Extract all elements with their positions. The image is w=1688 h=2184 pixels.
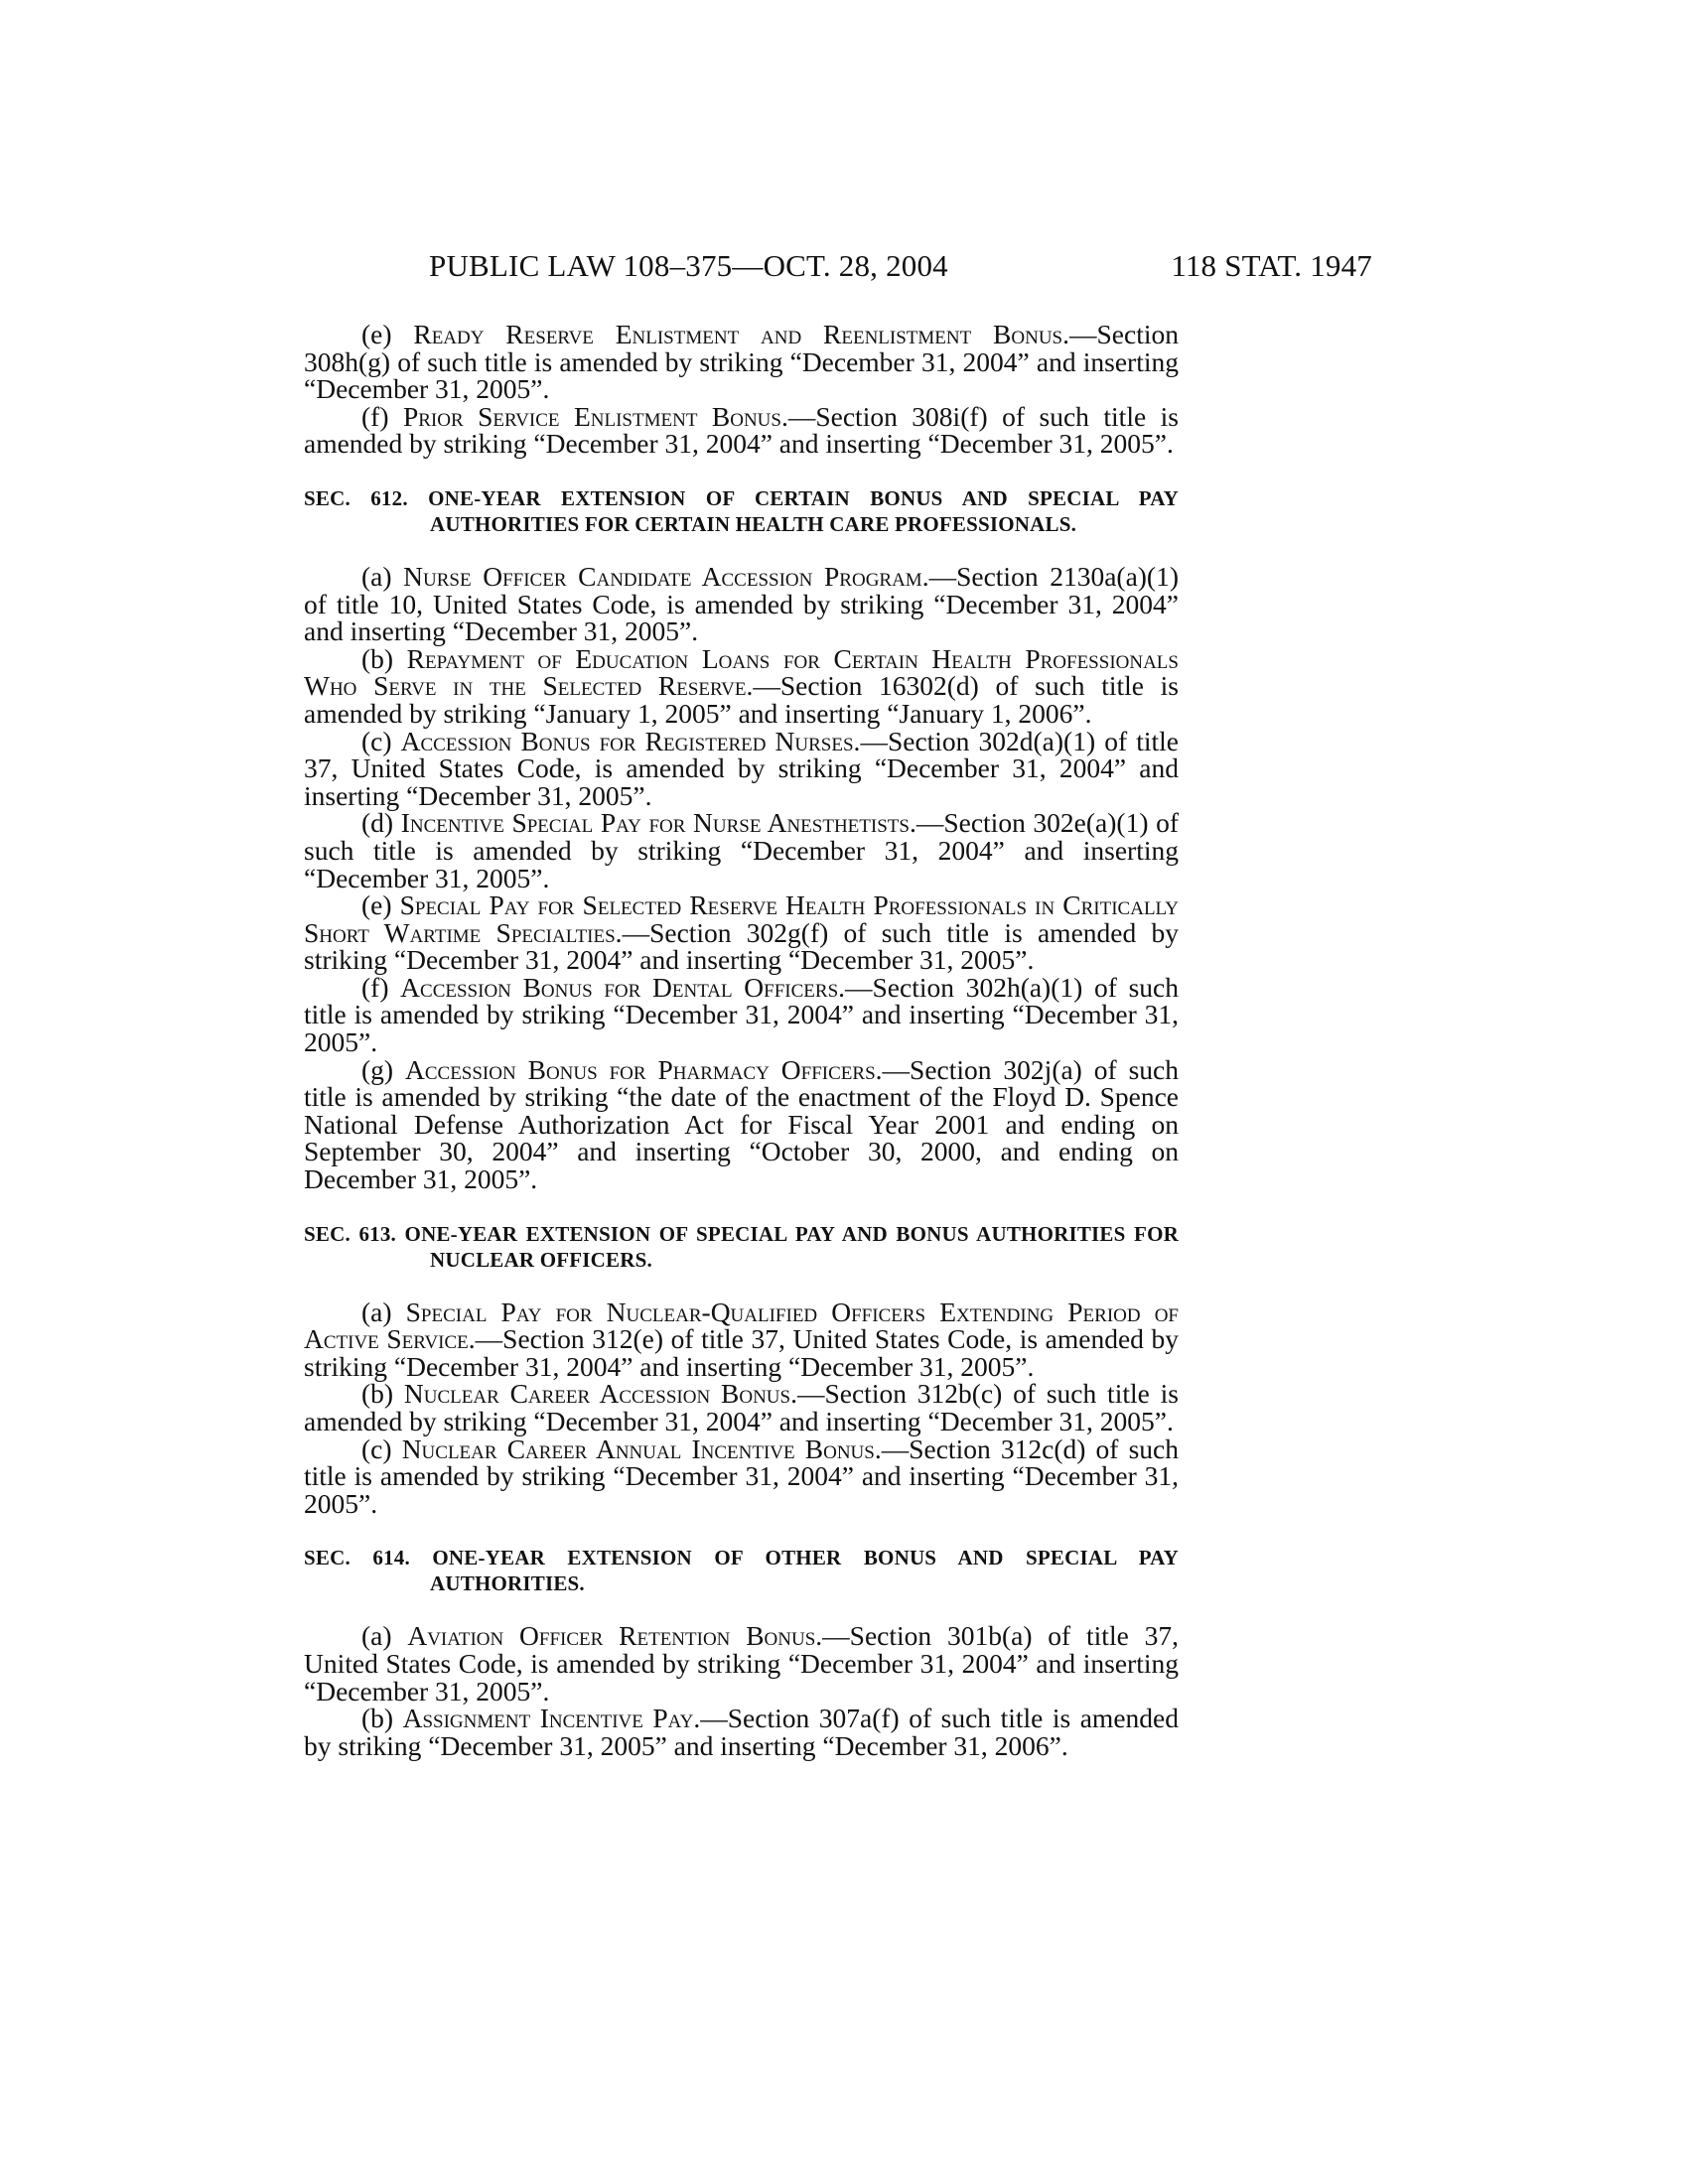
subsection-f: (f) Accession Bonus for Dental Officers.—Section 302h(a)(1) of such title is amended by striking “December 31, 2004” and inserting “December 31, 2005”.: [304, 971, 1179, 1058]
section-611-continued: [304, 321, 1179, 458]
subsection-c: (c) Nuclear Career Annual Incentive Bonus.—Section 312c(d) of such title is amended by striking “December 31, 2004” and inserting “December 31, 2005”.: [304, 1433, 1180, 1519]
subsection-e: (e) Ready Reserve Enlistment and Reenlistment Bonus.—Section 308h(g) of such title is amended by striking “December 31, 2004” and inserting “December 31, 2005”.: [304, 319, 1179, 405]
subsection-g: (g) Accession Bonus for Pharmacy Officers.—Section 302j(a) of such title is amended by striking “the date of the enactment of the Floyd D. Spence National Defense Authorization Act for Fiscal Year 2001 and ending on September 30, 2004” and inserting “October 30, 2000, and ending on December 31, 2005”.: [304, 1053, 1179, 1195]
subsection-c: (c) Accession Bonus for Registered Nurses.—Section 302d(a)(1) of title 37, United States Code, is amended by striking “December 31, 2004” and inserting “December 31, 2005”.: [304, 725, 1179, 811]
section-heading: SEC. 612. ONE-YEAR EXTENSION OF CERTAIN BONUS AND SPECIAL PAY AUTHORITIES FOR CERTAIN HEALTH CARE PROFESSIONALS.: [304, 485, 1179, 536]
subsection-a: (a) Aviation Officer Retention Bonus.—Section 301b(a) of title 37, United States Code, is amended by striking “December 31, 2004” and inserting “December 31, 2005”.: [304, 1620, 1179, 1706]
subsection-b: (b) Repayment of Education Loans for Certain Health Professionals Who Serve in the Selected Reserve.—Section 16302(d) of such title is amended by striking “January 1, 2005” and inserting “January 1, 2006”.: [304, 642, 1179, 729]
subsection-a: (a) Nurse Officer Candidate Accession Program.—Section 2130a(a)(1) of title 10, United States Code, is amended by striking “December 31, 2004” and inserting “December 31, 2005”.: [304, 560, 1179, 647]
public-law-citation: PUBLIC LAW 108–375—OCT. 28, 2004: [429, 248, 948, 283]
section-613: [304, 1221, 1179, 1518]
body-text: [304, 321, 1179, 1759]
section-612: [304, 485, 1179, 1193]
subsection-a: (a) Special Pay for Nuclear-Qualified Officers Extending Period of Active Service.—Section 312(e) of title 37, United States Code, is amended by striking “December 31, 2004” and inserting “December 31, 2005”.: [304, 1296, 1180, 1382]
statute-page-number: 118 STAT. 1947: [1171, 248, 1372, 283]
subsection-b: (b) Assignment Incentive Pay.—Section 307a(f) of such title is amended by striking “December 31, 2005” and inserting “December 31, 2006”.: [304, 1703, 1179, 1761]
subsection-d: (d) Incentive Special Pay for Nurse Anesthetists.—Section 302e(a)(1) of such title is amended by striking “December 31, 2004” and inserting “December 31, 2005”.: [304, 807, 1180, 893]
subsection-b: (b) Nuclear Career Accession Bonus.—Section 312b(c) of such title is amended by striking “December 31, 2004” and inserting “December 31, 2005”.: [304, 1378, 1179, 1436]
running-header: [429, 248, 1372, 288]
section-heading: SEC. 613. ONE-YEAR EXTENSION OF SPECIAL PAY AND BONUS AUTHORITIES FOR NUCLEAR OFFICERS.: [304, 1221, 1179, 1272]
section-heading: SEC. 614. ONE-YEAR EXTENSION OF OTHER BONUS AND SPECIAL PAY AUTHORITIES.: [304, 1546, 1179, 1596]
subsection-f: (f) Prior Service Enlistment Bonus.—Section 308i(f) of such title is amended by striking “December 31, 2004” and inserting “December 31, 2005”.: [304, 400, 1179, 460]
section-614: [304, 1545, 1179, 1759]
subsection-e: (e) Special Pay for Selected Reserve Health Professionals in Critically Short Wartime Specialties.—Section 302g(f) of such title is amended by striking “December 31, 2004” and inserting “December 31, 2005”.: [304, 889, 1179, 976]
